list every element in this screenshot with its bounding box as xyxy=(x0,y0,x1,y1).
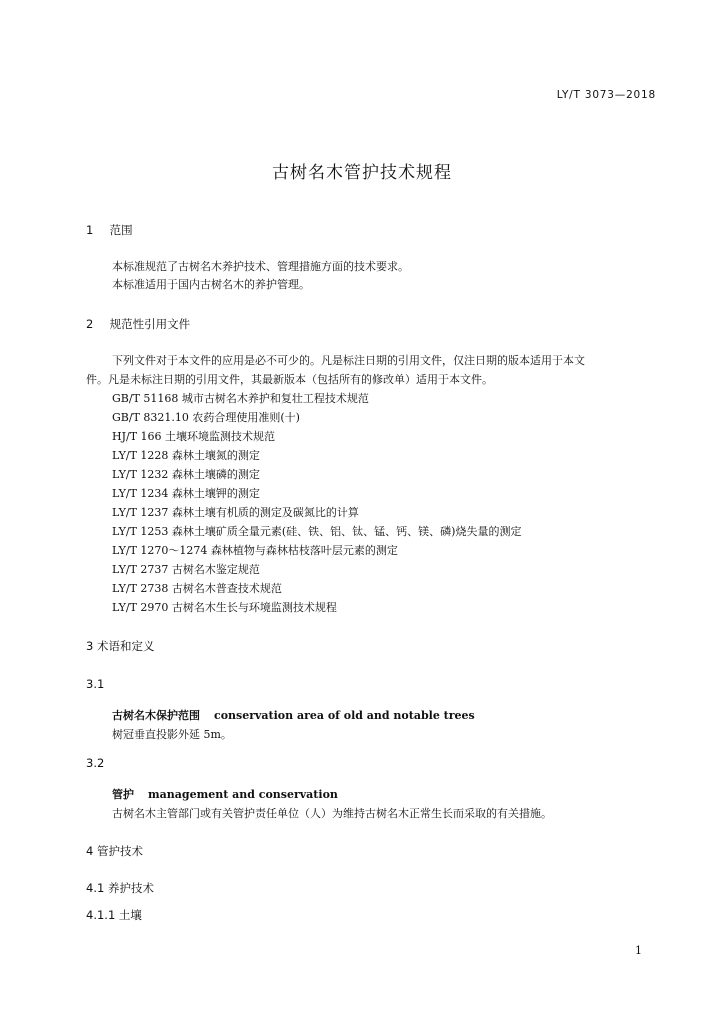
section-2-title: 规范性引用文件 xyxy=(109,317,191,331)
term-3-2-title xyxy=(112,786,338,802)
section-2-number: 2 xyxy=(86,317,94,331)
reference-item: LY/T 1228 森林土壤氮的测定 xyxy=(112,449,260,462)
reference-item: LY/T 1270～1274 森林植物与森林枯枝落叶层元素的测定 xyxy=(112,544,398,557)
section-2-intro: 下列文件对于本文件的应用是必不可少的。凡是标注日期的引用文件，仅注日期的版本适用于本文 xyxy=(112,354,585,367)
reference-item: LY/T 1232 森林土壤磷的测定 xyxy=(112,468,260,481)
subsection-4-1-heading: 4.1 养护技术 xyxy=(86,881,154,895)
term-3-2-number: 3.2 xyxy=(86,756,105,770)
reference-item: LY/T 1253 森林土壤矿质全量元素(硅、铁、铝、钛、锰、钙、镁、磷)烧失量的测定 xyxy=(112,525,522,538)
section-1-heading xyxy=(86,222,133,238)
term-3-2-definition: 古树名木主管部门或有关管护责任单位（人）为维持古树名木正常生长而采取的有关措施。 xyxy=(112,807,552,820)
reference-item: LY/T 2737 古树名木鉴定规范 xyxy=(112,563,260,576)
section-1-number: 1 xyxy=(86,223,94,237)
reference-item: GB/T 8321.10 农药合理使用准则(十) xyxy=(112,411,300,424)
reference-item: LY/T 2970 古树名木生长与环境监测技术规程 xyxy=(112,601,337,614)
reference-item: LY/T 1234 森林土壤钾的测定 xyxy=(112,487,260,500)
reference-item: HJ/T 166 土壤环境监测技术规范 xyxy=(112,430,276,443)
section-2-heading xyxy=(86,316,190,332)
document-title: 古树名木管护技术规程 xyxy=(272,163,452,183)
term-3-2-english: management and conservation xyxy=(148,788,338,801)
section-1-title: 范围 xyxy=(109,223,133,237)
term-3-1-title xyxy=(112,707,475,723)
reference-item: LY/T 1237 森林土壤有机质的测定及碳氮比的计算 xyxy=(112,506,359,519)
page-number: 1 xyxy=(635,944,642,957)
section-3-heading: 3 术语和定义 xyxy=(86,639,155,653)
reference-item: LY/T 2738 古树名木普查技术规范 xyxy=(112,582,282,595)
section-2-intro: 件。凡是未标注日期的引用文件，其最新版本（包括所有的修改单）适用于本文件。 xyxy=(86,373,493,386)
standard-code: LY/T 3073—2018 xyxy=(556,89,656,101)
section-1-paragraph: 本标准规范了古树名木养护技术、管理措施方面的技术要求。 xyxy=(112,260,409,273)
term-3-1-chinese: 古树名木保护范围 xyxy=(112,709,200,722)
term-3-1-definition: 树冠垂直投影外延 5m。 xyxy=(112,728,232,741)
section-4-heading: 4 管护技术 xyxy=(86,844,143,858)
section-1-paragraph: 本标准适用于国内古树名木的养护管理。 xyxy=(112,278,310,291)
reference-item: GB/T 51168 城市古树名木养护和复壮工程技术规范 xyxy=(112,392,369,405)
term-3-1-number: 3.1 xyxy=(86,677,105,691)
subsection-4-1-1-heading: 4.1.1 土壤 xyxy=(86,908,142,922)
term-3-2-chinese: 管护 xyxy=(112,788,134,801)
term-3-1-english: conservation area of old and notable trees xyxy=(214,709,475,722)
